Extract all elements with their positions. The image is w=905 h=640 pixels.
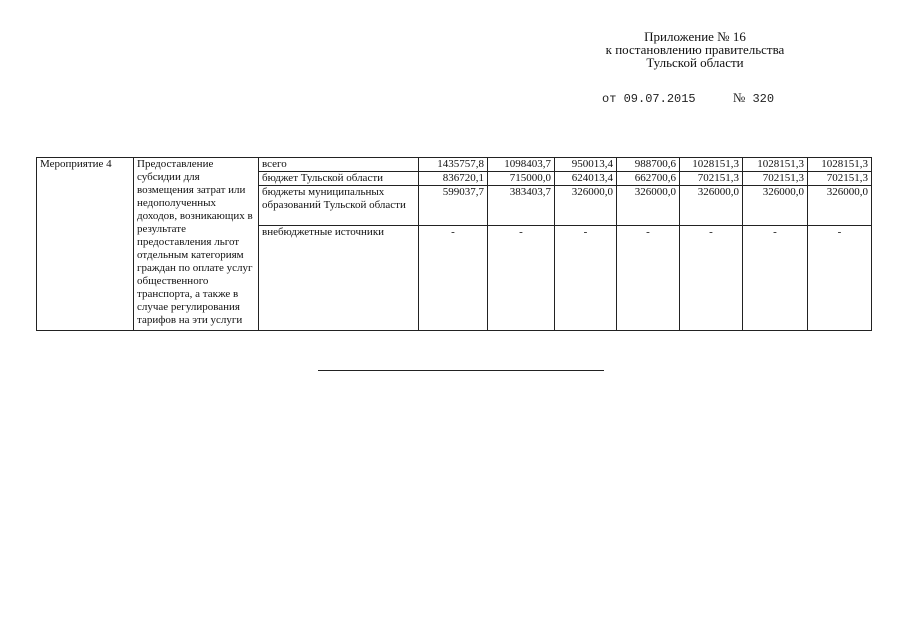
value-cell: 702151,3 [743, 172, 808, 186]
value-cell: 1435757,8 [419, 158, 488, 172]
value-cell: 1028151,3 [808, 158, 872, 172]
appendix-region: Тульской области [646, 55, 744, 70]
decree-date: 09.07.2015 [623, 92, 696, 106]
value-cell: 326000,0 [743, 186, 808, 226]
appendix-title: Приложение № 16 [644, 29, 746, 44]
value-cell: 715000,0 [488, 172, 555, 186]
value-cell: 326000,0 [617, 186, 680, 226]
funding-table [36, 157, 872, 331]
value-cell: - [617, 226, 680, 331]
value-cell: 326000,0 [808, 186, 872, 226]
event-cell: Мероприятие 4 [37, 158, 134, 331]
value-cell: - [743, 226, 808, 331]
number-prefix: № [732, 90, 746, 105]
value-cell: - [680, 226, 743, 331]
value-cell: 383403,7 [488, 186, 555, 226]
table-row [37, 158, 872, 172]
value-cell: 836720,1 [419, 172, 488, 186]
value-cell: 950013,4 [555, 158, 617, 172]
value-cell: - [419, 226, 488, 331]
source-cell: бюджеты муниципальных образований Тульской области [259, 186, 419, 226]
value-cell: 1028151,3 [680, 158, 743, 172]
appendix-subtitle: к постановлению правительства [605, 42, 785, 57]
value-cell: 326000,0 [555, 186, 617, 226]
description-cell: Предоставление субсидии для возмещения затрат или недополученных доходов, возникающих в результате предоставления льгот отдельным категориям граждан по оплате услуг общественного транспорта, а также в случае регулирования тарифов на эти услуги [134, 158, 259, 331]
value-cell: - [555, 226, 617, 331]
source-cell: внебюджетные источники [259, 226, 419, 331]
value-cell: 326000,0 [680, 186, 743, 226]
decree-reference [602, 90, 774, 106]
value-cell: 662700,6 [617, 172, 680, 186]
closing-rule [318, 370, 604, 371]
value-cell: 988700,6 [617, 158, 680, 172]
decree-number: 320 [752, 92, 775, 106]
value-cell: 702151,3 [808, 172, 872, 186]
appendix-header [560, 30, 830, 69]
value-cell: 624013,4 [555, 172, 617, 186]
value-cell: - [808, 226, 872, 331]
source-cell: бюджет Тульской области [259, 172, 419, 186]
value-cell: 1098403,7 [488, 158, 555, 172]
value-cell: - [488, 226, 555, 331]
value-cell: 702151,3 [680, 172, 743, 186]
source-cell: всего [259, 158, 419, 172]
date-prefix: от [602, 92, 617, 106]
value-cell: 599037,7 [419, 186, 488, 226]
value-cell: 1028151,3 [743, 158, 808, 172]
